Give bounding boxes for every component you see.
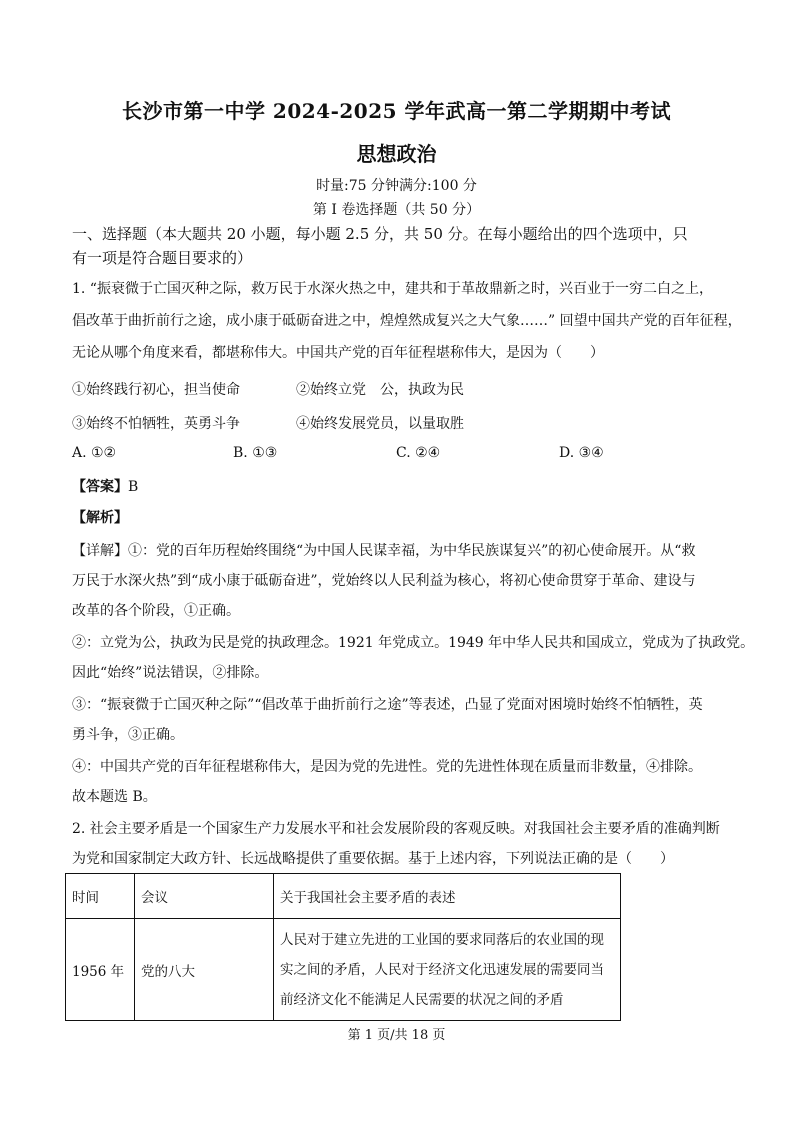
q1-choice-c: C. ②④ [396, 445, 441, 461]
description-line-3: 前经济文化不能满足人民需要的状况之间的矛盾 [280, 991, 564, 1008]
q1-statement-3: ③始终不怕牺牲，英勇斗争 [72, 416, 240, 432]
q1-detail-line-7: 勇斗争，③正确。 [72, 727, 184, 743]
q1-detail-line-6: ③：“振衰微于亡国灭种之际”“倡改革于曲折前行之途”等表述，凸显了党面对困境时始终不怕牺牲，英 [72, 697, 703, 713]
answer-value: B [128, 479, 139, 495]
q1-detail-line-5: 因此“始终”说法错误，②排除。 [72, 665, 269, 681]
table-header-time: 时间 [66, 874, 135, 919]
table-cell-description [274, 919, 621, 1021]
volume-heading: 第 I 卷选择题（共 50 分） [312, 202, 481, 218]
q2-stem-line-1: 2. 社会主要矛盾是一个国家生产力发展水平和社会发展阶段的客观反映。对我国社会主要矛盾的准确判断 [72, 821, 720, 837]
analysis-label: 【解析】 [72, 510, 128, 526]
q1-detail-line-2: 万民于水深火热”到“成小康于砥砺奋进”，党始终以人民利益为核心，将初心使命贯穿于革命、建设与 [72, 573, 696, 589]
section-instruction-line-1: 一、选择题（本大题共 20 小题，每小题 2.5 分，共 50 分。在每小题给出的四个选项中，只 [72, 225, 688, 243]
table-header-meeting: 会议 [135, 874, 274, 919]
q1-detail-line-1: 【详解】①：党的百年历程始终围绕“为中国人民谋幸福，为中华民族谋复兴”的初心使命展开。从“救 [72, 543, 696, 559]
exam-title: 长沙市第一中学 2024-2025 学年武高一第二学期期中考试 [121, 99, 672, 123]
table-row [66, 919, 621, 1021]
q1-stem-line-2: 倡改革于曲折前行之途，成小康于砥砺奋进之中，煌煌然成复兴之大气象……” 回望中国共产党的百年征程， [72, 313, 742, 329]
exam-info: 时量:75 分钟满分:100 分 [316, 178, 477, 194]
q1-answer [72, 476, 138, 496]
q1-detail-line-3: 改革的各个阶段，①正确。 [72, 603, 240, 619]
q1-stem-line-3: 无论从哪个角度来看，都堪称伟大。中国共产党的百年征程堪称伟大，是因为（ ） [72, 345, 604, 361]
answer-label: 【答案】 [72, 479, 128, 495]
q1-choice-b: B. ①③ [233, 445, 278, 461]
section-instruction-line-2: 有一项是符合题目要求的） [72, 249, 253, 267]
q1-detail-line-9: 故本题选 B。 [72, 789, 157, 805]
q1-stem-line-1: 1. “振衰微于亡国灭种之际，救万民于水深火热之中，建共和于革故鼎新之时，兴百业于一穷二白之上， [72, 281, 713, 297]
q1-detail-line-8: ④：中国共产党的百年征程堪称伟大，是因为党的先进性。党的先进性体现在质量而非数量，④排除。 [72, 759, 702, 775]
description-line-2: 实之间的矛盾，人民对于经济文化迅速发展的需要同当 [280, 961, 604, 978]
exam-subject: 思想政治 [356, 142, 437, 166]
table-header-row [66, 874, 621, 919]
q2-stem-line-2: 为党和国家制定大政方针、长远战略提供了重要依据。基于上述内容，下列说法正确的是（ ） [72, 851, 674, 867]
table-cell-time: 1956 年 [66, 919, 135, 1021]
page-number: 第 1 页/共 18 页 [347, 1028, 446, 1043]
q1-detail-line-4: ②：立党为公，执政为民是党的执政理念。1921 年党成立。1949 年中华人民共和国成立，党成为了执政党。 [72, 635, 755, 651]
table-cell-meeting: 党的八大 [135, 919, 274, 1021]
description-line-1: 人民对于建立先进的工业国的要求同落后的农业国的现 [280, 931, 604, 948]
q1-statement-4: ④始终发展党员，以量取胜 [296, 416, 464, 432]
q1-statement-1: ①始终践行初心，担当使命 [72, 382, 240, 398]
q1-choice-a: A. ①② [72, 445, 117, 461]
q1-choice-d: D. ③④ [559, 445, 604, 461]
contradiction-table [65, 873, 621, 1021]
q1-statement-2: ②始终立党 公，执政为民 [296, 382, 464, 398]
table-header-description: 关于我国社会主要矛盾的表述 [274, 874, 621, 919]
